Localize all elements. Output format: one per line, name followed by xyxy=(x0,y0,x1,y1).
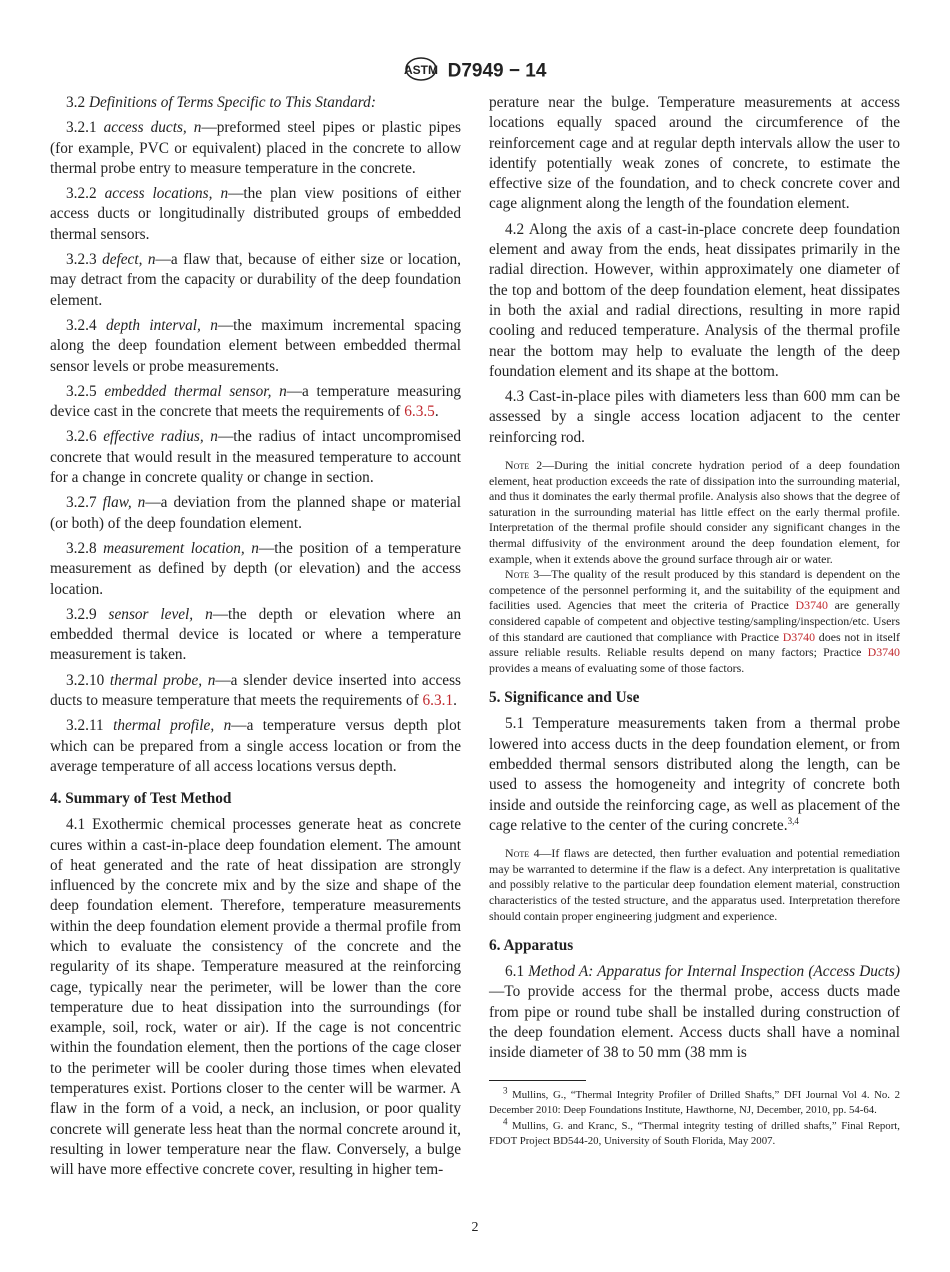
right-column xyxy=(489,93,900,1069)
text: 3.2.2 xyxy=(66,185,105,203)
paragraph xyxy=(50,493,461,534)
text: —preformed steel pipes or plastic pipes (for example, PVC or equivalent) placed in the concrete to allow thermal probe entry to measure temperature in the concrete. xyxy=(50,119,462,177)
page-number: 2 xyxy=(471,1220,479,1235)
text: —the depth or elevation where an embedded thermal device is located or where a temperature measurement is taken. xyxy=(50,605,462,664)
term: access ducts, n xyxy=(103,119,202,137)
term: measurement location, n xyxy=(103,539,259,557)
text: 3.2.3 xyxy=(66,251,103,269)
text: 4.2 Along the axis of a cast-in-place concrete deep foundation element and away from the ends, heat dissipates primarily in the radial direction. However, within approximately one diameter of the top and bottom of the deep foundation element, heat dissipates in both the axial and radial directions, resulting in more rapid cooling and reduced temperature. Analysis of the thermal profile near the bottom may help to evaluate the length of the deep foundation element and its shape at the bottom. xyxy=(489,220,900,380)
note-label: Note xyxy=(505,567,530,582)
note-label: Note xyxy=(505,846,530,861)
paragraph xyxy=(50,716,461,777)
paragraph xyxy=(50,815,461,1180)
text: 3.2.9 xyxy=(66,605,109,623)
paragraph xyxy=(50,382,461,423)
text: 3—The quality of the result produced by this standard is dependent on the competence of the personnel performing it, and the suitability of the equipment and facilities used. Agencies that meet the criteria of Practice xyxy=(489,567,900,613)
text: . xyxy=(434,403,439,421)
text: 4.1 Exothermic chemical processes generate heat as concrete cures within a cast-in-place deep foundation element. The amount of heat generated and the rate of heat dissipation are strongly influenced by the concrete mix and by the size and shape of the deep foundation element. Therefore, temperature measurements within the deep foundation element provide a thermal profile from which to evaluate the consistency of the concrete and the regularity of its shape. Temperature measured at the reinforcing cage, typically near the perimeter, will be lower than the core temperature due to heat dissipation into the surroundings (for example, soil, rock, water or air). If the cage is not concentric within the foundation element, then the portions of the cage closer to the perimeter will be cooler during those times when elevated temperatures exist. Portions closer to the center will be warmer. A flaw in the form of a void, a neck, an inclusion, or poor quality concrete will generate less heat than the normal concrete around it, resulting in lower temperature near the flaw. Conversely, a bulge will have more effective concrete cover, resulting in higher tem- xyxy=(50,816,461,1179)
reference-link[interactable]: 6.3.1 xyxy=(422,692,454,710)
section-heading: 6. Apparatus xyxy=(489,937,574,955)
term: Method A: Apparatus for Internal Inspection (Access Ducts) xyxy=(528,963,900,981)
term: Definitions of Terms Specific to This Standard: xyxy=(88,94,376,111)
paragraph xyxy=(50,605,461,666)
text: —the plan view positions of either access ducts or longitudinally distributed groups of embedded thermal sensors. xyxy=(50,185,461,243)
term: defect, n xyxy=(102,251,156,269)
paragraph xyxy=(489,387,900,448)
term: access locations, n xyxy=(104,185,229,203)
text: 6.1 xyxy=(505,963,529,981)
footnote-ref[interactable]: 3 xyxy=(503,1085,508,1096)
text: 5.1 Temperature measurements taken from a thermal probe lowered into access ducts in the deep foundation element, or from embedded thermal sensors distributed along the length, can be used to assess the homogeneity and integrity of concrete both inside and outside the reinforcing cage, as well as placement of the cage relative to the center of the curing concrete. xyxy=(489,715,900,834)
text: 3.2.6 xyxy=(66,428,104,446)
text: 3.2.7 xyxy=(66,494,103,512)
term: thermal profile, n xyxy=(113,717,232,735)
text: 3.2.5 xyxy=(66,382,105,400)
text: —a deviation from the planned shape or material (or both) of the deep foundation element. xyxy=(50,494,462,532)
page-header xyxy=(0,56,950,87)
paragraph xyxy=(50,316,461,377)
text: —the maximum incremental spacing along the deep foundation element between embedded thermal sensor levels or probe measurements. xyxy=(50,316,461,375)
text: —the position of a temperature measurement as defined by depth (or elevation) and the access location. xyxy=(50,539,462,598)
paragraph xyxy=(50,671,461,712)
paragraph xyxy=(50,93,461,113)
text: 3.2.1 xyxy=(66,119,104,137)
text: 2—During the initial concrete hydration period of a deep foundation element, heat production exceeds the rate of dissipation into the surrounding material, and thus it dominates the early thermal profile. Analysis also shows that the degree of saturation in the surrounding material has little effect on the early thermal profile. Interpretation of the thermal profile should consider any significant changes in the thermal diffusivity of the environment around the deep foundation element, for example, when it extends above the ground surface through air or water. xyxy=(489,458,900,566)
paragraph xyxy=(50,118,461,179)
footnote-ref[interactable]: 3,4 xyxy=(787,815,799,826)
term: sensor level, n xyxy=(108,605,213,623)
text: —a slender device inserted into access ducts to measure temperature that meets the requirements of xyxy=(50,671,461,710)
section-heading: 5. Significance and Use xyxy=(489,689,640,707)
text: —a temperature versus depth plot which can be prepared from a single access location or from the average temperature of all access locations versus depth. xyxy=(50,717,461,775)
footnotes xyxy=(489,1085,900,1150)
paragraph xyxy=(489,714,900,836)
text: does not in itself assure reliable results. Reliable results depend on many factors; Practice xyxy=(489,629,900,660)
text: perature near the bulge. Temperature measurements at access locations equally spaced around the circumference of the reinforcement cage and at regular depth intervals allow the user to identify potentially weak zones of concrete, to estimate the effective size of the foundation, and to check concrete cover and cage alignment along the length of the foundation element. xyxy=(489,94,900,213)
term: embedded thermal sensor, n xyxy=(104,382,287,400)
text: 3.2.11 xyxy=(66,717,114,735)
term: effective radius, n xyxy=(103,428,218,446)
paragraph xyxy=(489,93,900,215)
text: —a flaw that, because of either size or location, may detract from the capacity or durability of the deep foundation element. xyxy=(50,251,461,309)
text: Mullins, G. and Kranc, S., “Thermal integrity testing of drilled shafts,” Final Report, FDOT Project BD544-20, University of South Florida, May 2007. xyxy=(489,1120,900,1147)
text: provides a means of evaluating some of those factors. xyxy=(489,660,745,675)
text: . xyxy=(453,692,457,710)
paragraph xyxy=(50,539,461,600)
paragraph xyxy=(50,427,461,488)
paragraph xyxy=(50,250,461,311)
note-paragraph xyxy=(489,567,900,676)
text: 3.2.8 xyxy=(66,539,104,557)
paragraph xyxy=(489,1116,900,1148)
reference-link[interactable]: D3740 xyxy=(795,598,828,613)
reference-link[interactable]: D3740 xyxy=(782,629,816,644)
section-heading: 4. Summary of Test Method xyxy=(50,790,232,808)
reference-link[interactable]: D3740 xyxy=(867,645,900,660)
note-paragraph xyxy=(489,458,900,567)
term: depth interval, n xyxy=(106,316,218,334)
note-paragraph xyxy=(489,846,900,924)
paragraph xyxy=(50,184,461,245)
text: Mullins, G., “Thermal Integrity Profiler of Drilled Shafts,” DFI Journal Vol 4. No. 2 December 2010: Deep Foundations Institute, Hawthorne, NJ, December, 2010, pp. 54-64. xyxy=(489,1089,900,1116)
paragraph xyxy=(489,962,900,1063)
note-label: Note xyxy=(505,458,530,473)
text: 3.2.4 xyxy=(66,316,106,334)
text: —a temperature measuring device cast in the concrete that meets the requirements of xyxy=(50,382,462,421)
text: —To provide access for the thermal probe, access ducts made from pipe or round tube shall be installed during construction of the deep foundation element. Access ducts shall have a nominal inside diameter of 38 to 50 mm (38 mm is xyxy=(489,983,900,1062)
footnote-ref[interactable]: 4 xyxy=(503,1116,508,1127)
text: 4.3 Cast-in-place piles with diameters less than 600 mm can be assessed by a single access location adjacent to the center reinforcing rod. xyxy=(489,388,900,446)
footnote-divider xyxy=(489,1080,586,1081)
text: are generally considered capable of competent and objective testing/sampling/inspection/etc. Users of this standard are cautioned that compliance with Practice xyxy=(489,598,900,644)
standard-designation: D7949 − 14 xyxy=(447,60,547,82)
paragraph xyxy=(489,1085,900,1117)
reference-link[interactable]: 6.3.5 xyxy=(404,403,435,421)
paragraph xyxy=(489,220,900,382)
svg-text:ASTM: ASTM xyxy=(403,63,438,77)
left-column xyxy=(50,93,461,1186)
text: 3.2.10 xyxy=(66,671,110,689)
term: flaw, n xyxy=(102,494,146,512)
text: 4—If flaws are detected, then further evaluation and potential remediation may be warranted to determine if the flaw is a defect. Any interpretation is qualitative and possibly relative to the particular deep foundation element material, construction characteristics of the tested structure, and the apparatus used. Interpretation therefore should contain proper engineering judgment and experience. xyxy=(489,846,900,923)
term: thermal probe, n xyxy=(109,671,216,689)
text: 3.2 xyxy=(66,94,89,111)
astm-logo-icon xyxy=(404,56,438,87)
text: —the radius of intact uncompromised concrete that would result in the measured temperature to account for a change in concrete quality or change in section. xyxy=(50,428,462,487)
